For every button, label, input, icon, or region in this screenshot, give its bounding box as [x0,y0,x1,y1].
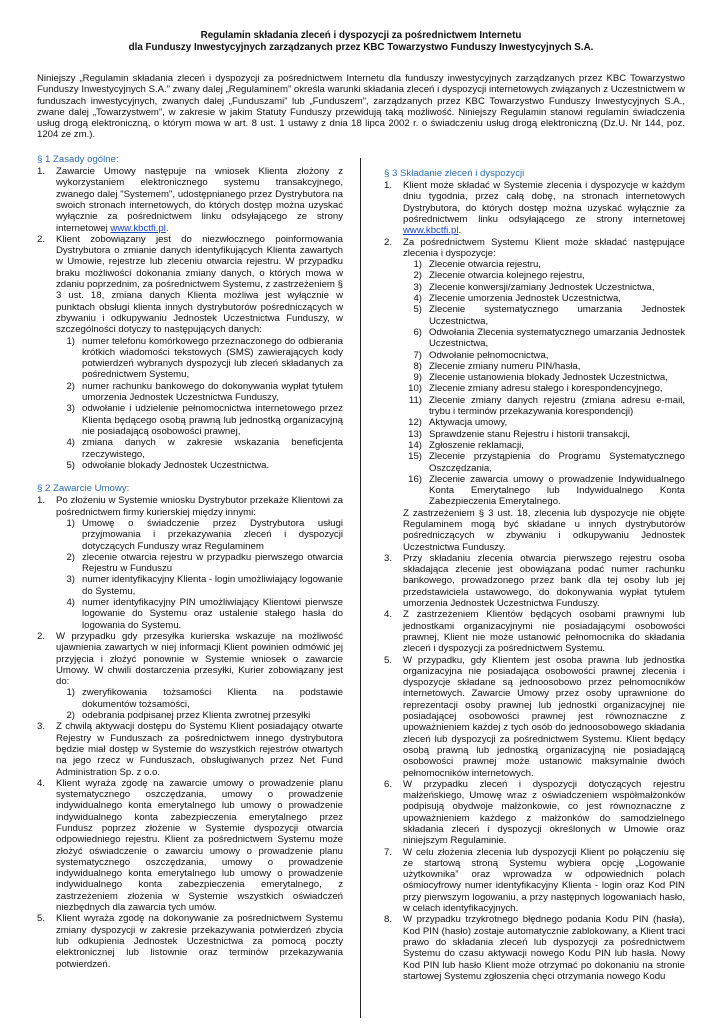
sub-item [403,350,685,361]
sub-item-text: Zlecenie systematycznego umarzania Jednostek Uczestnictwa, [429,304,685,327]
item-number: 6. [384,778,393,790]
right-column [384,154,685,982]
item-number: 5. [37,913,46,925]
item-number: 4. [384,609,393,621]
list-item [384,609,685,654]
list-item [384,237,685,553]
item-number: 1. [384,180,393,192]
list-item [37,166,343,234]
sub-item-text: zweryfikowania tożsamości Klienta na podstawie dokumentów tożsamości, [82,687,343,710]
item-text: W celu złożenia zlecenia lub dyspozycji Klient po połączeniu się ze startową stroną Systemu wybiera opcję „Logowanie użytkownika” oraz wprowadza w odpowiednich polach ośmiocyfrowy numer identyfikacyjny Klienta - login oraz Kod PIN przy pierwszym logowaniu, a przy następnych logowaniach hasło, w celach identyfikacyjnych. [403,846,685,915]
left-column [37,154,343,982]
sub-item [403,451,685,474]
sub-item-number: 4) [66,597,75,609]
sub-item [56,403,343,437]
item-text [56,234,343,471]
sub-item-text: Umowę o świadczenie przez Dystrybutora usługi przyjmowania i przekazywania zleceń i dyspozycji dotyczących Funduszy wraz Regulaminem [82,517,343,552]
item-text-part: Po złożeniu w Systemie wniosku Dystrybutor przekaże Klientowi za pośrednictwem firmy kurierskiej między innymi: [56,495,343,518]
list-item [37,631,343,721]
sub-item-number: 13) [408,428,422,440]
sub-item-number: 1) [413,259,422,271]
sub-item-text: Zlecenie otwarcia rejestru, [429,259,541,271]
sub-item-number: 7) [413,349,422,361]
item-number: 3. [37,721,46,733]
item-text: W przypadku zleceń i dyspozycji dotyczących rejestru małżeńskiego, Umowę wraz z oświadczeniem współmałżonków podpisują obydwoje małżonkowie, co jest równoznaczne z upoważnieniem każdego z małżonków do samodzielnego składania zleceń i dyspozycji określonych w Umowie oraz niniejszym Regulaminie. [403,778,685,847]
intro-paragraph: Niniejszy „Regulamin składania zleceń i dyspozycji za pośrednictwem Internetu dla funduszy inwestycyjnych zarządzanych przez KBC Towarzystwo Funduszy Inwestycyjnych S.A.” zwany dalej „Regulaminem” określa warunki składania zleceń i dyspozycji internetowych związanych z Uczestnictwem w funduszach inwestycyjnych, zwanych dalej „Funduszami” lub „Funduszem”, zarządzanych przez KBC Towarzystwo Funduszy Inwestycyjnych S.A., zwane dalej „Towarzystwem”, w zakresie w jakim Statuty Funduszy przewidują taką możliwość. Niniejszy Regulamin stanowi regulamin świadczenia usług drogą elektroniczną, o którym mowa w art. 8 ust. 1 ustawy z dnia 18 lipca 2002 r. o świadczeniu usług drogą elektroniczną (Dz.U. Nr 144, poz. 1204 ze zm.). [37,73,685,141]
sub-item [56,460,343,471]
item-text: W przypadku trzykrotnego błędnego podania Kodu PIN (hasła), Kod PIN (hasło) zostaje automatycznie zablokowany, a Klient traci prawo do składania zleceń lub dyspozycji za pośrednictwem Systemu do czasu aktywacji nowego Kodu PIN lub hasła. Nowy Kod PIN lub hasło Klient może otrzymać po dokonaniu na stronie startowej Systemu zgłoszenia chęci otrzymania nowego Kodu [403,914,685,982]
sub-item [56,437,343,460]
sub-item-text: odebrania podpisanej przez Klienta zwrotnej przesyłki [82,710,311,722]
sub-item-text: Zlecenie otwarcia kolejnego rejestru, [429,270,585,282]
sub-item [403,372,685,383]
sub-item-text: Odwołania Zlecenia systematycznego umarzania Jednostek Uczestnictwa, [429,326,685,350]
item-text: Z chwilą aktywacji dostępu do Systemu Klient posiadający otwarte Rejestry w Funduszach za pośrednictwem innego dystrybutora będzie miał dostęp w Systemie do wszystkich rejestrów otwartych na jego rzecz w Funduszach, obsługiwanych przez Net Fund Administration Sp. z o.o. [56,721,343,778]
sub-item [403,282,685,293]
sub-item-text: odwołanie blokady Jednostek Uczestnictwa. [82,459,270,471]
section-3-list [384,180,685,982]
section-2-list [37,495,343,969]
sub-item-text: Odwołanie pełnomocnictwa, [429,349,549,361]
item-number: 2. [384,236,393,248]
section-1-title: § 1 Zasady ogólne: [37,153,119,165]
sub-item-number: 8) [413,360,422,372]
sub-item-text: zlecenie otwarcia rejestru w przypadku pierwszego otwarcia Rejestru w Funduszu [82,551,343,575]
sub-item [56,552,343,575]
sub-list [56,687,343,721]
sub-item-text: zmiana danych w zakresie wskazania beneficjenta rzeczywistego, [82,437,343,460]
item-text-part: Za pośrednictwem Systemu Klient może składać następujące zlecenia i dyspozycje: [403,236,685,259]
sub-item-text: Zlecenie zmiany danych rejestru (zmiana adresu e-mail, trybu i terminów przekazywania korespondencji) [429,394,685,418]
item-text: Klient wyraża zgodę na zawarcie umowy o prowadzenie planu systematycznego oszczędzania, umowy o prowadzenie indywidualnego konta emerytalnego lub umowy o prowadzenie indywidualnego konta zabezpieczenia emerytalnego przez Fundusz poprzez złożenie w Systemie dyspozycji otwarcia odpowiedniego rejestru. Klient za pośrednictwem Systemu może złożyć oświadczenie o zawarciu umowy o prowadzenie planu systematycznego oszczędzania, umowy o prowadzenie indywidualnego konta emerytalnego lub umowy o prowadzenie indywidualnego konta zabezpieczenia emerytalnego, z zastrzeżeniem złożenia w Systemie wszystkich oświadczeń niezbędnych dla zawarcia tych umów. [56,777,343,914]
sub-item-number: 14) [408,439,422,451]
sub-item-number: 2) [66,710,75,722]
sub-item-text: Zlecenie zmiany adresu stałego i korespondencyjnego, [429,383,663,395]
sub-item [403,293,685,304]
sub-item-number: 1) [66,335,75,347]
sub-item [56,381,343,404]
sub-item [56,518,343,552]
title-line-2: dla Funduszy Inwestycyjnych zarządzanych przez KBC Towarzystwo Funduszy Inwestycyjnych S.A. [128,42,594,53]
sub-item [56,687,343,710]
sub-item-number: 3) [66,574,75,586]
sub-item-text: Zlecenie zmiany numeru PIN/hasła, [429,360,581,372]
sub-item-number: 11) [408,394,422,406]
sub-item-text: numer telefonu komórkowego przeznaczonego do odbierania krótkich wiadomości tekstowych (SMS) zawierających kody potwierdzeń wybranych dyspozycji lub zleceń składanych za pośrednictwem Systemu, [82,335,343,381]
item-text [56,631,343,721]
list-item [384,655,685,779]
sub-item-number: 1) [66,687,75,699]
list-item [384,847,685,915]
list-item [384,914,685,982]
sub-item-number: 1) [66,517,75,529]
sub-item-text: odwołanie i udzielenie pełnomocnictwa internetowego przez Klienta będącego osobą prawną lub jednostką organizacyjną nie posiadającą osobowości prawnej, [82,403,343,437]
sub-item-text: numer identyfikacyjny Klienta - login umożliwiający logowanie do Systemu, [82,574,343,597]
sub-item-text: Zlecenie przystąpienia do Programu Systematycznego Oszczędzania, [429,451,685,474]
item-text [56,166,343,234]
item-text-part: . [165,222,169,234]
list-item [37,913,343,969]
sub-item-text: Zgłoszenie reklamacji, [429,439,524,451]
kbctfi-link[interactable]: www.kbctfi.pl [403,225,459,237]
item-number: 1. [37,166,46,178]
list-item [37,234,343,471]
item-number: 3. [384,552,393,564]
item-text: Przy składaniu zlecenia otwarcia pierwszego rejestru osoba składająca zlecenie jest obowiązana podać numer rachunku bankowego, prowadzonego przez bank dla tej osoby lub jej przedstawiciela ustawowego, do dokonywania wypłat tytułem umorzenia Jednostek Uczestnictwa Funduszy. [403,552,685,610]
item-text-part: Zawarcie Umowy następuje na wniosek Klienta złożony z wykorzystaniem elektronicznego systemu transakcyjnego, zwanego dalej "Systemem", udostępnianego przez Dystrybutora na swoich stronach internetowych, do których dostęp można uzyskać wyłącznie za pośrednictwem linku odsyłającego ze strony internetowej [56,166,343,234]
sub-item-text: Sprawdzenie stanu Rejestru i historii transakcji, [429,428,631,440]
item-text-part: W przypadku gdy przesyłka kurierska wskazuje na możliwość ujawnienia zawartych w niej informacji Klient powinien odmówić jej przyjęcia i złożyć ponownie w Systemie wniosek o zawarcie Umowy. W chwili dostarczenia przesyłki, Kurier zobowiązany jest do: [56,630,343,688]
sub-list [56,518,343,631]
sub-item-number: 4) [413,293,422,305]
item-text-part: . [458,225,462,237]
sub-item [403,395,685,418]
item-number: 4. [37,777,46,789]
sub-list [403,259,685,508]
sub-item [403,440,685,451]
sub-item [56,336,343,381]
sub-item [403,304,685,327]
item-text [56,495,343,631]
item-text: Klient wyraża zgodę na dokonywanie za pośrednictwem Systemu zmiany dyspozycji w zakresie przekazywania potwierdzeń zbycia lub odkupienia Jednostek Uczestnictwa za pomocą poczty elektronicznej lub listownie oraz terminów przekazywania potwierdzeń. [56,913,343,970]
sub-item-text: numer rachunku bankowego do dokonywania wypłat tytułem umorzenia Jednostek Uczestnictwa Funduszy, [82,380,343,404]
section-1-list [37,166,343,471]
sub-item-number: 5) [66,459,75,471]
two-column-body [37,154,685,982]
sub-item-number: 6) [413,326,422,338]
sub-item [403,417,685,428]
sub-item-text: Zlecenie ustanowienia blokady Jednostek Uczestnictwa, [429,372,668,384]
sub-item-number: 3) [413,281,422,293]
item-text-part: Klient może składać w Systemie zlecenia i dyspozycje w każdym dniu tygodnia, przez całą dobę, na stronach internetowych Dystrybutora, do których dostęp można uzyskać wyłącznie za pośrednictwem linku odsyłającego ze strony internetowej [403,180,685,225]
sub-list [56,336,343,472]
document-title [37,30,685,54]
list-item [384,779,685,847]
sub-item [403,270,685,281]
section-3-title: § 3 Składanie zleceń i dyspozycji [384,167,525,179]
sub-item-number: 16) [408,473,422,485]
sub-item-number: 15) [408,451,422,463]
sub-item-number: 4) [66,437,75,449]
title-line-1: Regulamin składania zleceń i dyspozycji za pośrednictwem Internetu [200,30,522,41]
section-2-title: § 2 Zawarcie Umowy: [37,483,130,495]
sub-item-number: 2) [66,380,75,392]
item-text [403,237,685,553]
item-text-part: Klient zobowiązany jest do niezwłocznego poinformowania Dystrybutora o zmianie danych identyfikujących Klienta zawartych w Umowie, rejestrze lub zleceniu otwarcia rejestru. W przypadku braku możliwości dokonania zmiany danych, o których mowa w zdaniu poprzednim, za pośrednictwem Systemu, z zastrzeżeniem § 3 ust. 18, zmiana danych Klienta możliwa jest wyłącznie w punktach obsługi klienta innych dystrybutorów pośredniczących w zbywaniu i odkupywaniu Jednostek Uczestnictwa Funduszy, w szczególności dotyczy to następujących danych: [56,233,343,336]
sub-item-number: 5) [413,304,422,316]
list-item [37,721,343,777]
item-number: 2. [37,233,46,245]
item-number: 1. [37,495,46,507]
sub-item-text: Zlecenie zawarcia umowy o prowadzenie Indywidualnego Konta Emerytalnego lub Indywidualnego Konta Zabezpieczenia Emerytalnego. [429,473,685,508]
item-text: W przypadku, gdy Klientem jest osoba prawna lub jednostka organizacyjna nie posiadająca osobowości prawnej zlecenia i dyspozycje składane są jednoosobowo przez pełnomocników internetowych. Zawarcie Umowy przez osoby uprawnione do reprezentacji osoby prawnej lub jednostki organizacyjnej nie posiadającej osobowości prawnej jest równoznaczne z upoważnieniem każdej z tych osób do jednoosobowego składania zleceń lub dyspozycji za pośrednictwem Systemu. Klient będący osobą prawną lub jednostką organizacyjną nie posiadającą osobowości prawnej może ustanowić maksymalnie dwóch pełnomocników internetowych. [403,654,685,779]
sub-item-text: numer identyfikacyjny PIN umożliwiający Klientowi pierwsze logowanie do Systemu oraz ustalenie stałego hasła do logowania do Systemu. [82,597,343,631]
sub-item [56,710,343,721]
sub-item [403,429,685,440]
item-text: Z zastrzeżeniem Klientów będących osobami prawnymi lub jednostkami organizacyjnymi nie posiadającymi osobowości prawnej, Klient nie może ustanowić pełnomocnika do składania zleceń i dyspozycji za pośrednictwem Systemu. [403,609,685,655]
item-number: 8. [384,914,393,926]
list-item [384,553,685,609]
sub-item-number: 2) [66,551,75,563]
sub-item-text: Zlecenie konwersji/zamiany Jednostek Uczestnictwa, [429,281,655,293]
list-item [37,495,343,631]
list-item [384,180,685,236]
sub-item-text: Aktywacja umowy, [429,417,508,429]
sub-item-number: 10) [408,383,422,395]
sub-item-number: 3) [66,403,75,415]
kbctfi-link[interactable]: www.kbctfi.pl [110,222,166,234]
sub-item [403,383,685,394]
item-number: 2. [37,630,46,642]
sub-item [403,361,685,372]
item-number: 5. [384,654,393,666]
sub-item [56,574,343,597]
item-text [403,180,685,236]
sub-item [56,597,343,631]
item-number: 7. [384,846,393,858]
item-text-part: Z zastrzeżeniem § 3 ust. 18, zlecenia lub dyspozycje nie objęte Regulaminem mogą być składane u innych dystrybutorów pośredniczących w zbywaniu i odkupywaniu Jednostek Uczestnictwa Funduszy. [403,507,685,553]
sub-item-number: 12) [408,417,422,429]
sub-item [403,474,685,508]
sub-item-number: 9) [413,372,422,384]
sub-item-number: 2) [413,270,422,282]
sub-item [403,327,685,350]
sub-item-text: Zlecenie umorzenia Jednostek Uczestnictwa, [429,293,621,305]
list-item [37,778,343,914]
column-divider [360,158,361,1018]
sub-item [403,259,685,270]
